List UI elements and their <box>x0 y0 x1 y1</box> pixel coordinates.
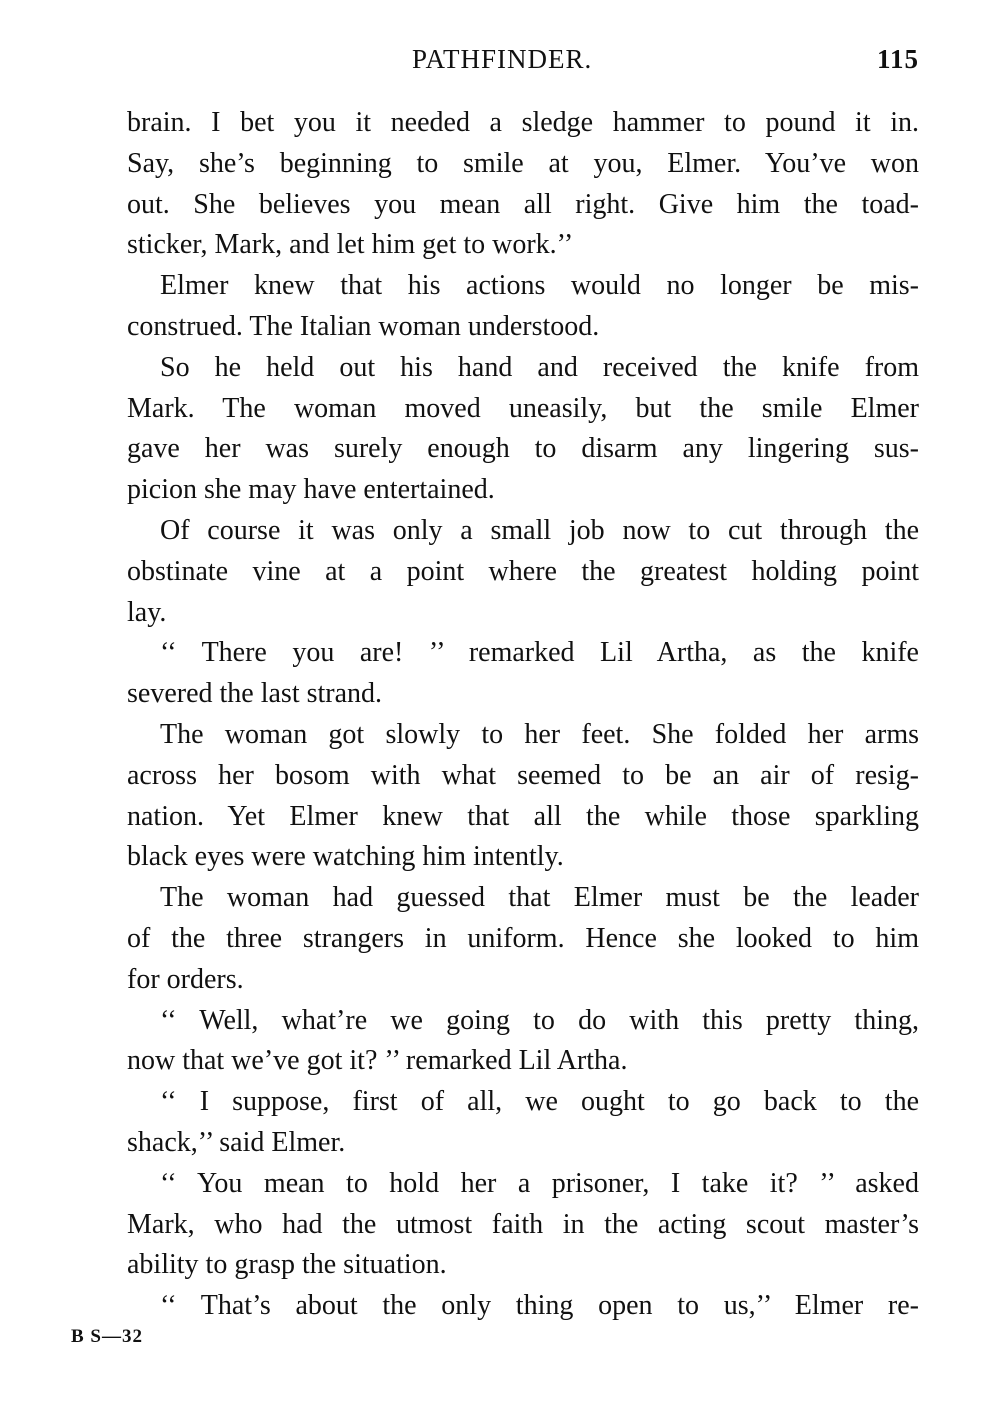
text-line: severed the last strand. <box>127 678 383 710</box>
signature-mark: B S—32 <box>71 1326 143 1347</box>
text-line: out. She believes you mean all right. Give him the toad- <box>127 188 919 220</box>
text-line: The woman had guessed that Elmer must be the leader <box>160 882 919 914</box>
book-page <box>127 40 919 1322</box>
page-header <box>127 40 919 88</box>
text-line: lay. <box>127 596 167 628</box>
text-line: brain. I bet you it needed a sledge hammer to pound it in. <box>127 107 919 138</box>
text-line: Elmer knew that his actions would no longer be mis- <box>160 270 919 302</box>
text-line: black eyes were watching him intently. <box>127 841 564 873</box>
text-line: Of course it was only a small job now to cut through the <box>160 514 919 546</box>
text-line: Mark. The woman moved uneasily, but the smile Elmer <box>127 392 919 424</box>
text-line: Mark, who had the utmost faith in the acting scout master’s <box>127 1208 919 1240</box>
text-line: nation. Yet Elmer knew that all the while those sparkling <box>127 800 919 832</box>
text-line: sticker, Mark, and let him get to work.’’ <box>127 229 574 261</box>
text-line: ability to grasp the situation. <box>127 1249 447 1281</box>
text-line: gave her was surely enough to disarm any lingering sus- <box>127 433 919 465</box>
text-line: ‘‘ Well, what’re we going to do with this pretty thing, <box>160 1004 919 1036</box>
text-line: obstinate vine at a point where the greatest holding point <box>127 555 919 587</box>
text-line: Say, she’s beginning to smile at you, Elmer. You’ve won <box>127 147 919 179</box>
text-line: for orders. <box>127 963 244 995</box>
text-line: picion she may have entertained. <box>127 474 495 506</box>
text-line: ‘‘ You mean to hold her a prisoner, I take it? ’’ asked <box>160 1167 919 1199</box>
running-head: PATHFINDER. <box>412 44 593 74</box>
text-line: ‘‘ I suppose, first of all, we ought to go back to the <box>160 1086 919 1118</box>
text-line: shack,’’ said Elmer. <box>127 1126 346 1158</box>
text-line: construed. The Italian woman understood. <box>127 310 600 342</box>
text-line: ‘‘ There you are! ’’ remarked Lil Artha, as the knife <box>160 637 919 669</box>
text-line: The woman got slowly to her feet. She folded her arms <box>160 718 919 750</box>
text-line: across her bosom with what seemed to be an air of resig- <box>127 759 919 791</box>
page-number: 115 <box>876 44 919 74</box>
text-line: now that we’ve got it? ’’ remarked Lil Artha. <box>127 1045 628 1077</box>
body-text <box>127 103 919 1327</box>
text-line: So he held out his hand and received the knife from <box>160 351 919 383</box>
text-line: ‘‘ That’s about the only thing open to us,’’ Elmer re- <box>160 1290 919 1322</box>
text-line: of the three strangers in uniform. Hence she looked to him <box>127 922 919 954</box>
